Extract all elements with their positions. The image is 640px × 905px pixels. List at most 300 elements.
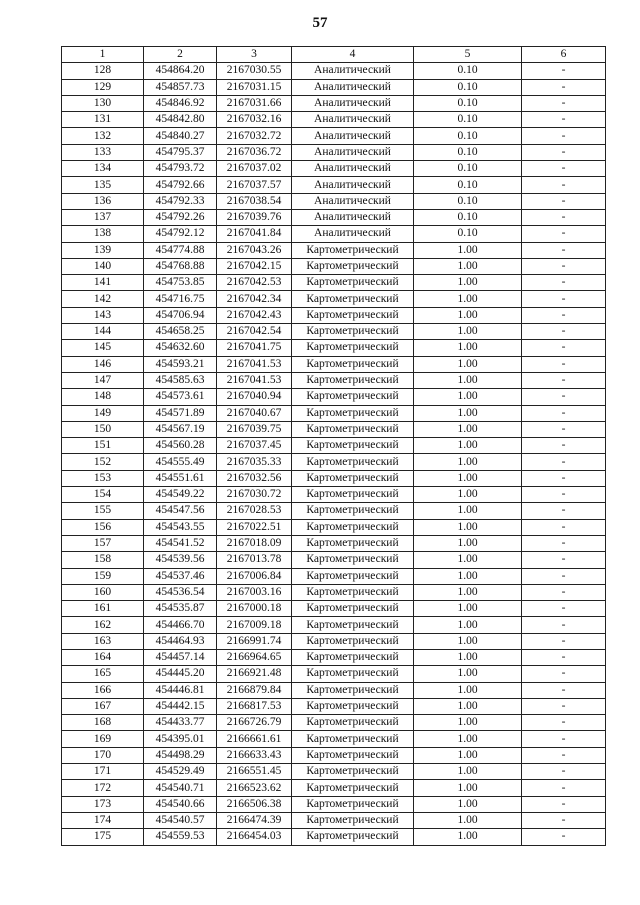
cell-method: Картометрический [292,617,414,633]
cell-accuracy: 1.00 [414,617,522,633]
cell-accuracy: 1.00 [414,421,522,437]
cell-accuracy: 1.00 [414,747,522,763]
cell-y-coordinate: 2167042.43 [217,307,292,323]
table-row [62,470,606,486]
table-row [62,682,606,698]
column-header-2: 2 [144,47,217,63]
cell-accuracy: 1.00 [414,356,522,372]
cell-y-coordinate: 2167009.18 [217,617,292,633]
cell-point-number: 167 [62,698,144,714]
cell-description: - [522,356,606,372]
cell-x-coordinate: 454540.71 [144,780,217,796]
cell-method: Аналитический [292,79,414,95]
cell-accuracy: 0.10 [414,193,522,209]
table-row [62,405,606,421]
cell-point-number: 154 [62,487,144,503]
cell-point-number: 136 [62,193,144,209]
cell-description: - [522,161,606,177]
cell-description: - [522,324,606,340]
cell-accuracy: 1.00 [414,535,522,551]
cell-method: Картометрический [292,829,414,845]
cell-x-coordinate: 454571.89 [144,405,217,421]
cell-point-number: 152 [62,454,144,470]
cell-description: - [522,812,606,828]
cell-method: Картометрический [292,291,414,307]
table-header-row [62,47,606,63]
cell-description: - [522,112,606,128]
cell-accuracy: 1.00 [414,275,522,291]
cell-accuracy: 1.00 [414,454,522,470]
cell-description: - [522,405,606,421]
cell-x-coordinate: 454768.88 [144,258,217,274]
column-header-4: 4 [292,47,414,63]
cell-point-number: 131 [62,112,144,128]
table-row [62,519,606,535]
cell-x-coordinate: 454716.75 [144,291,217,307]
cell-description: - [522,649,606,665]
cell-accuracy: 1.00 [414,568,522,584]
cell-method: Аналитический [292,161,414,177]
cell-description: - [522,470,606,486]
cell-accuracy: 1.00 [414,389,522,405]
cell-x-coordinate: 454498.29 [144,747,217,763]
cell-description: - [522,633,606,649]
cell-accuracy: 1.00 [414,552,522,568]
cell-description: - [522,79,606,95]
cell-description: - [522,666,606,682]
cell-accuracy: 1.00 [414,698,522,714]
cell-method: Картометрический [292,389,414,405]
table-row [62,764,606,780]
table-row [62,796,606,812]
table-row [62,324,606,340]
cell-x-coordinate: 454706.94 [144,307,217,323]
cell-point-number: 135 [62,177,144,193]
cell-y-coordinate: 2167003.16 [217,584,292,600]
cell-method: Аналитический [292,144,414,160]
cell-method: Картометрический [292,796,414,812]
cell-method: Аналитический [292,95,414,111]
cell-y-coordinate: 2167041.53 [217,372,292,388]
cell-point-number: 164 [62,649,144,665]
cell-method: Картометрический [292,584,414,600]
cell-description: - [522,95,606,111]
cell-point-number: 171 [62,764,144,780]
cell-point-number: 161 [62,601,144,617]
cell-point-number: 146 [62,356,144,372]
table-row [62,389,606,405]
table-row [62,633,606,649]
cell-method: Картометрический [292,731,414,747]
cell-accuracy: 1.00 [414,324,522,340]
cell-description: - [522,372,606,388]
cell-description: - [522,226,606,242]
cell-y-coordinate: 2167006.84 [217,568,292,584]
cell-description: - [522,209,606,225]
cell-accuracy: 0.10 [414,79,522,95]
cell-method: Картометрический [292,487,414,503]
cell-y-coordinate: 2166726.79 [217,715,292,731]
cell-x-coordinate: 454433.77 [144,715,217,731]
cell-y-coordinate: 2167040.94 [217,389,292,405]
cell-method: Аналитический [292,128,414,144]
cell-description: - [522,242,606,258]
cell-point-number: 129 [62,79,144,95]
cell-method: Картометрический [292,747,414,763]
cell-accuracy: 1.00 [414,487,522,503]
table-row [62,666,606,682]
cell-accuracy: 1.00 [414,503,522,519]
cell-accuracy: 1.00 [414,715,522,731]
table-row [62,144,606,160]
cell-x-coordinate: 454846.92 [144,95,217,111]
cell-point-number: 168 [62,715,144,731]
cell-description: - [522,747,606,763]
table-row [62,307,606,323]
table-row [62,258,606,274]
cell-description: - [522,128,606,144]
cell-y-coordinate: 2167018.09 [217,535,292,551]
cell-point-number: 139 [62,242,144,258]
cell-y-coordinate: 2166964.65 [217,649,292,665]
table-row [62,780,606,796]
cell-description: - [522,829,606,845]
cell-description: - [522,552,606,568]
cell-x-coordinate: 454792.26 [144,209,217,225]
table-row [62,487,606,503]
table-row [62,161,606,177]
cell-method: Картометрический [292,503,414,519]
cell-point-number: 149 [62,405,144,421]
cell-x-coordinate: 454864.20 [144,63,217,79]
cell-accuracy: 1.00 [414,731,522,747]
cell-description: - [522,63,606,79]
page-number: 57 [312,15,328,31]
cell-point-number: 162 [62,617,144,633]
table-row [62,128,606,144]
cell-y-coordinate: 2167031.66 [217,95,292,111]
cell-x-coordinate: 454541.52 [144,535,217,551]
table-row [62,226,606,242]
cell-method: Аналитический [292,112,414,128]
cell-method: Картометрический [292,356,414,372]
table-row [62,649,606,665]
cell-point-number: 130 [62,95,144,111]
cell-x-coordinate: 454529.49 [144,764,217,780]
table-row [62,340,606,356]
cell-x-coordinate: 454658.25 [144,324,217,340]
cell-accuracy: 1.00 [414,258,522,274]
cell-description: - [522,764,606,780]
table-row [62,63,606,79]
cell-accuracy: 1.00 [414,291,522,307]
cell-y-coordinate: 2166991.74 [217,633,292,649]
cell-y-coordinate: 2167041.84 [217,226,292,242]
cell-method: Картометрический [292,552,414,568]
cell-x-coordinate: 454793.72 [144,161,217,177]
cell-accuracy: 0.10 [414,177,522,193]
table-row [62,812,606,828]
cell-x-coordinate: 454753.85 [144,275,217,291]
table-row [62,438,606,454]
cell-description: - [522,340,606,356]
cell-y-coordinate: 2167036.72 [217,144,292,160]
cell-point-number: 169 [62,731,144,747]
cell-x-coordinate: 454559.53 [144,829,217,845]
table-row [62,421,606,437]
cell-y-coordinate: 2166817.53 [217,698,292,714]
cell-description: - [522,601,606,617]
cell-method: Аналитический [292,177,414,193]
cell-accuracy: 0.10 [414,95,522,111]
cell-method: Картометрический [292,682,414,698]
cell-y-coordinate: 2167042.15 [217,258,292,274]
table-row [62,209,606,225]
cell-y-coordinate: 2167041.53 [217,356,292,372]
cell-y-coordinate: 2166474.39 [217,812,292,828]
cell-description: - [522,519,606,535]
cell-y-coordinate: 2167041.75 [217,340,292,356]
cell-y-coordinate: 2167037.02 [217,161,292,177]
cell-method: Картометрический [292,568,414,584]
cell-x-coordinate: 454536.54 [144,584,217,600]
table-row [62,552,606,568]
cell-point-number: 160 [62,584,144,600]
cell-point-number: 173 [62,796,144,812]
cell-point-number: 144 [62,324,144,340]
cell-x-coordinate: 454632.60 [144,340,217,356]
cell-description: - [522,780,606,796]
table-row [62,568,606,584]
cell-x-coordinate: 454537.46 [144,568,217,584]
cell-method: Аналитический [292,193,414,209]
cell-y-coordinate: 2167030.55 [217,63,292,79]
cell-method: Картометрический [292,715,414,731]
cell-description: - [522,796,606,812]
cell-x-coordinate: 454445.20 [144,666,217,682]
cell-x-coordinate: 454573.61 [144,389,217,405]
cell-x-coordinate: 454539.56 [144,552,217,568]
cell-method: Аналитический [292,226,414,242]
cell-accuracy: 0.10 [414,112,522,128]
cell-accuracy: 1.00 [414,633,522,649]
cell-x-coordinate: 454774.88 [144,242,217,258]
cell-description: - [522,454,606,470]
cell-method: Картометрический [292,764,414,780]
cell-point-number: 133 [62,144,144,160]
cell-x-coordinate: 454549.22 [144,487,217,503]
cell-point-number: 138 [62,226,144,242]
cell-y-coordinate: 2166661.61 [217,731,292,747]
cell-description: - [522,307,606,323]
cell-y-coordinate: 2167042.34 [217,291,292,307]
cell-x-coordinate: 454535.87 [144,601,217,617]
cell-x-coordinate: 454547.56 [144,503,217,519]
cell-method: Картометрический [292,421,414,437]
cell-description: - [522,715,606,731]
cell-accuracy: 1.00 [414,405,522,421]
cell-y-coordinate: 2167039.76 [217,209,292,225]
cell-description: - [522,438,606,454]
cell-y-coordinate: 2167013.78 [217,552,292,568]
cell-y-coordinate: 2166506.38 [217,796,292,812]
cell-method: Аналитический [292,63,414,79]
cell-point-number: 156 [62,519,144,535]
cell-accuracy: 1.00 [414,829,522,845]
table-row [62,535,606,551]
cell-point-number: 153 [62,470,144,486]
cell-description: - [522,275,606,291]
cell-point-number: 141 [62,275,144,291]
cell-point-number: 163 [62,633,144,649]
cell-x-coordinate: 454560.28 [144,438,217,454]
cell-method: Картометрический [292,649,414,665]
cell-method: Картометрический [292,535,414,551]
cell-accuracy: 1.00 [414,764,522,780]
cell-x-coordinate: 454840.27 [144,128,217,144]
cell-description: - [522,617,606,633]
cell-x-coordinate: 454792.66 [144,177,217,193]
table-body [62,63,606,845]
cell-point-number: 147 [62,372,144,388]
cell-point-number: 151 [62,438,144,454]
cell-point-number: 175 [62,829,144,845]
cell-method: Картометрический [292,275,414,291]
cell-y-coordinate: 2167022.51 [217,519,292,535]
table-row [62,372,606,388]
cell-method: Картометрический [292,519,414,535]
cell-x-coordinate: 454464.93 [144,633,217,649]
cell-description: - [522,144,606,160]
cell-y-coordinate: 2167031.15 [217,79,292,95]
cell-x-coordinate: 454585.63 [144,372,217,388]
cell-point-number: 170 [62,747,144,763]
cell-x-coordinate: 454442.15 [144,698,217,714]
cell-point-number: 165 [62,666,144,682]
cell-accuracy: 1.00 [414,470,522,486]
cell-method: Картометрический [292,242,414,258]
cell-y-coordinate: 2167038.54 [217,193,292,209]
cell-x-coordinate: 454792.33 [144,193,217,209]
cell-y-coordinate: 2167040.67 [217,405,292,421]
cell-method: Картометрический [292,601,414,617]
cell-y-coordinate: 2166633.43 [217,747,292,763]
cell-point-number: 150 [62,421,144,437]
cell-x-coordinate: 454551.61 [144,470,217,486]
cell-y-coordinate: 2166454.03 [217,829,292,845]
table-row [62,193,606,209]
cell-method: Картометрический [292,372,414,388]
cell-method: Картометрический [292,258,414,274]
table-row [62,503,606,519]
table-row [62,79,606,95]
cell-accuracy: 1.00 [414,780,522,796]
cell-accuracy: 0.10 [414,209,522,225]
cell-point-number: 145 [62,340,144,356]
cell-accuracy: 0.10 [414,144,522,160]
cell-x-coordinate: 454792.12 [144,226,217,242]
cell-description: - [522,389,606,405]
cell-description: - [522,258,606,274]
cell-x-coordinate: 454446.81 [144,682,217,698]
cell-description: - [522,487,606,503]
cell-method: Картометрический [292,307,414,323]
cell-point-number: 137 [62,209,144,225]
cell-description: - [522,193,606,209]
cell-y-coordinate: 2167042.53 [217,275,292,291]
cell-x-coordinate: 454842.80 [144,112,217,128]
cell-point-number: 158 [62,552,144,568]
table-row [62,275,606,291]
cell-y-coordinate: 2167043.26 [217,242,292,258]
cell-description: - [522,421,606,437]
cell-y-coordinate: 2166921.48 [217,666,292,682]
table-row [62,584,606,600]
cell-y-coordinate: 2166551.45 [217,764,292,780]
cell-point-number: 140 [62,258,144,274]
cell-x-coordinate: 454457.14 [144,649,217,665]
cell-point-number: 128 [62,63,144,79]
cell-description: - [522,584,606,600]
cell-y-coordinate: 2167032.16 [217,112,292,128]
table-row [62,747,606,763]
cell-point-number: 166 [62,682,144,698]
cell-accuracy: 0.10 [414,128,522,144]
cell-method: Картометрический [292,438,414,454]
cell-y-coordinate: 2166879.84 [217,682,292,698]
cell-method: Картометрический [292,405,414,421]
cell-y-coordinate: 2167028.53 [217,503,292,519]
cell-method: Картометрический [292,812,414,828]
cell-x-coordinate: 454540.57 [144,812,217,828]
cell-accuracy: 1.00 [414,666,522,682]
cell-x-coordinate: 454795.37 [144,144,217,160]
cell-y-coordinate: 2167035.33 [217,454,292,470]
cell-x-coordinate: 454857.73 [144,79,217,95]
cell-point-number: 174 [62,812,144,828]
cell-x-coordinate: 454466.70 [144,617,217,633]
column-header-6: 6 [522,47,606,63]
cell-x-coordinate: 454395.01 [144,731,217,747]
cell-accuracy: 1.00 [414,438,522,454]
cell-point-number: 148 [62,389,144,405]
cell-method: Картометрический [292,340,414,356]
cell-point-number: 143 [62,307,144,323]
cell-method: Картометрический [292,470,414,486]
column-header-3: 3 [217,47,292,63]
cell-method: Аналитический [292,209,414,225]
column-header-5: 5 [414,47,522,63]
cell-description: - [522,698,606,714]
table-row [62,731,606,747]
cell-accuracy: 0.10 [414,226,522,242]
cell-description: - [522,568,606,584]
cell-description: - [522,503,606,519]
cell-x-coordinate: 454555.49 [144,454,217,470]
cell-accuracy: 1.00 [414,242,522,258]
cell-accuracy: 1.00 [414,682,522,698]
cell-accuracy: 0.10 [414,63,522,79]
coordinates-table [61,46,606,846]
cell-method: Картометрический [292,698,414,714]
cell-description: - [522,177,606,193]
cell-point-number: 132 [62,128,144,144]
table-row [62,177,606,193]
cell-y-coordinate: 2167032.72 [217,128,292,144]
cell-y-coordinate: 2167037.45 [217,438,292,454]
cell-y-coordinate: 2167030.72 [217,487,292,503]
cell-x-coordinate: 454540.66 [144,796,217,812]
